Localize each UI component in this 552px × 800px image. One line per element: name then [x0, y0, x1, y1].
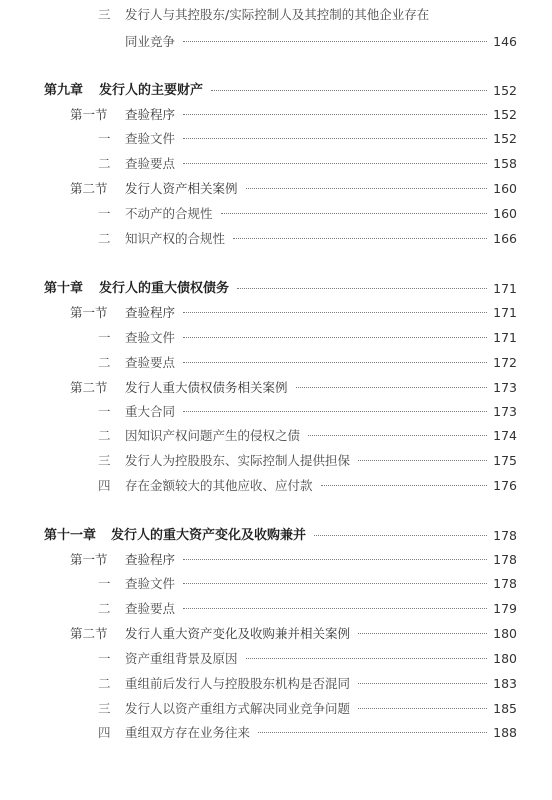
toc-section-entry[interactable]	[0, 302, 552, 324]
toc-page-number: 174	[493, 428, 517, 443]
dot-leader	[321, 485, 487, 486]
toc-page-number: 146	[493, 34, 517, 49]
toc-entry-title: 查验文件	[125, 131, 176, 146]
toc-entry-number: 三	[98, 701, 111, 716]
toc-entry-title: 查验要点	[125, 601, 176, 616]
dot-leader	[314, 535, 487, 536]
dot-leader	[246, 658, 487, 659]
toc-page-number: 152	[493, 83, 517, 98]
toc-entry-title: 查验要点	[125, 355, 176, 370]
dot-leader	[221, 213, 487, 214]
dot-leader	[358, 708, 487, 709]
toc-entry-title: 查验文件	[125, 576, 176, 591]
toc-entry-number: 一	[98, 206, 111, 221]
dot-leader	[183, 41, 487, 42]
dot-leader	[358, 460, 487, 461]
toc-entry-title: 发行人的主要财产	[99, 83, 204, 98]
toc-entry-title: 知识产权的合规性	[125, 231, 226, 246]
toc-entry-number: 第九章	[44, 83, 84, 98]
toc-entry-number: 第十一章	[44, 528, 97, 543]
toc-entry-title: 查验程序	[125, 305, 176, 320]
toc-entry-number: 第一节	[70, 107, 108, 122]
dot-leader	[211, 90, 487, 91]
toc-entry-title: 发行人重大债权债务相关案例	[125, 380, 288, 395]
toc-entry-number: 二	[98, 355, 111, 370]
toc-entry-title: 查验程序	[125, 107, 176, 122]
toc-item-entry[interactable]	[0, 598, 552, 620]
dot-leader	[183, 362, 487, 363]
toc-chapter-entry[interactable]	[0, 80, 552, 102]
toc-page-number: 173	[493, 380, 517, 395]
toc-entry-number: 二	[98, 231, 111, 246]
toc-entry-title: 发行人重大资产变化及收购兼并相关案例	[125, 626, 351, 641]
toc-page-number: 171	[493, 330, 517, 345]
toc-page-number: 172	[493, 355, 517, 370]
toc-item-entry[interactable]	[0, 4, 552, 26]
toc-entry-number: 一	[98, 404, 111, 419]
toc-page-number: 160	[493, 206, 517, 221]
toc-page-number: 160	[493, 181, 517, 196]
toc-page-number: 183	[493, 676, 517, 691]
toc-entry-number: 第二节	[70, 181, 108, 196]
dot-leader	[183, 608, 487, 609]
toc-entry-number: 三	[98, 7, 111, 22]
toc-page-number: 152	[493, 107, 517, 122]
toc-entry-number: 一	[98, 576, 111, 591]
toc-chapter-entry[interactable]	[0, 278, 552, 300]
dot-leader	[183, 312, 487, 313]
toc-page-number: 180	[493, 651, 517, 666]
toc-entry-number: 二	[98, 601, 111, 616]
toc-page-number: 166	[493, 231, 517, 246]
toc-page-number: 152	[493, 131, 517, 146]
toc-item-entry[interactable]	[0, 153, 552, 175]
toc-section-entry[interactable]	[0, 178, 552, 200]
dot-leader	[183, 559, 487, 560]
toc-page-number: 185	[493, 701, 517, 716]
toc-section-entry[interactable]	[0, 104, 552, 126]
toc-item-entry[interactable]	[0, 31, 552, 53]
toc-section-entry[interactable]	[0, 623, 552, 645]
toc-entry-number: 二	[98, 428, 111, 443]
toc-entry-title: 存在金额较大的其他应收、应付款	[125, 478, 313, 493]
dot-leader	[183, 114, 487, 115]
toc-page-number: 171	[493, 281, 517, 296]
toc-item-entry[interactable]	[0, 401, 552, 423]
toc-item-entry[interactable]	[0, 698, 552, 720]
toc-entry-number: 三	[98, 453, 111, 468]
toc-page-number: 173	[493, 404, 517, 419]
toc-entry-number: 一	[98, 131, 111, 146]
toc-entry-title: 发行人以资产重组方式解决同业竞争问题	[125, 701, 351, 716]
toc-entry-number: 第一节	[70, 552, 108, 567]
toc-section-entry[interactable]	[0, 377, 552, 399]
toc-entry-number: 四	[98, 725, 111, 740]
dot-leader	[358, 633, 487, 634]
toc-entry-number: 四	[98, 478, 111, 493]
toc-item-entry[interactable]	[0, 228, 552, 250]
toc-item-entry[interactable]	[0, 327, 552, 349]
toc-page-number: 179	[493, 601, 517, 616]
toc-page-number: 188	[493, 725, 517, 740]
toc-entry-title: 发行人的重大资产变化及收购兼并	[111, 528, 307, 543]
toc-entry-number: 第二节	[70, 380, 108, 395]
toc-entry-title: 查验文件	[125, 330, 176, 345]
toc-entry-number: 二	[98, 676, 111, 691]
toc-item-entry[interactable]	[0, 573, 552, 595]
toc-item-entry[interactable]	[0, 450, 552, 472]
toc-entry-number: 第一节	[70, 305, 108, 320]
toc-page-number: 176	[493, 478, 517, 493]
toc-entry-title: 重组前后发行人与控股股东机构是否混同	[125, 676, 351, 691]
toc-item-entry[interactable]	[0, 648, 552, 670]
toc-page-number: 178	[493, 528, 517, 543]
dot-leader	[308, 435, 487, 436]
toc-page-number: 158	[493, 156, 517, 171]
toc-entry-number: 一	[98, 651, 111, 666]
dot-leader	[183, 138, 487, 139]
dot-leader	[296, 387, 487, 388]
toc-page-number: 180	[493, 626, 517, 641]
toc-entry-title: 发行人资产相关案例	[125, 181, 238, 196]
dot-leader	[183, 337, 487, 338]
dot-leader	[183, 583, 487, 584]
toc-entry-title: 同业竞争	[125, 34, 176, 49]
dot-leader	[233, 238, 487, 239]
toc-item-entry[interactable]	[0, 352, 552, 374]
toc-entry-title: 因知识产权问题产生的侵权之债	[125, 428, 301, 443]
dot-leader	[237, 288, 487, 289]
toc-entry-title: 查验程序	[125, 552, 176, 567]
toc-entry-number: 一	[98, 330, 111, 345]
toc-entry-title: 发行人为控股股东、实际控制人提供担保	[125, 453, 351, 468]
toc-item-entry[interactable]	[0, 203, 552, 225]
toc-item-entry[interactable]	[0, 722, 552, 744]
toc-entry-number: 二	[98, 156, 111, 171]
dot-leader	[246, 188, 487, 189]
toc-page-number: 171	[493, 305, 517, 320]
toc-entry-title: 重大合同	[125, 404, 176, 419]
toc-entry-title: 资产重组背景及原因	[125, 651, 238, 666]
toc-page-number: 175	[493, 453, 517, 468]
toc-section-entry[interactable]	[0, 549, 552, 571]
toc-chapter-entry[interactable]	[0, 525, 552, 547]
toc-item-entry[interactable]	[0, 425, 552, 447]
toc-page-number: 178	[493, 552, 517, 567]
dot-leader	[258, 732, 487, 733]
dot-leader	[183, 163, 487, 164]
toc-entry-title: 发行人与其控股东/实际控制人及其控制的其他企业存在	[125, 7, 430, 22]
toc-entry-number: 第十章	[44, 281, 84, 296]
toc-item-entry[interactable]	[0, 673, 552, 695]
toc-entry-title: 查验要点	[125, 156, 176, 171]
toc-entry-title: 发行人的重大债权债务	[99, 281, 230, 296]
toc-entry-title: 重组双方存在业务往来	[125, 725, 251, 740]
dot-leader	[358, 683, 487, 684]
toc-entry-number: 第二节	[70, 626, 108, 641]
dot-leader	[183, 411, 487, 412]
toc-page-number: 178	[493, 576, 517, 591]
toc-item-entry[interactable]	[0, 475, 552, 497]
toc-item-entry[interactable]	[0, 128, 552, 150]
toc-entry-title: 不动产的合规性	[125, 206, 213, 221]
